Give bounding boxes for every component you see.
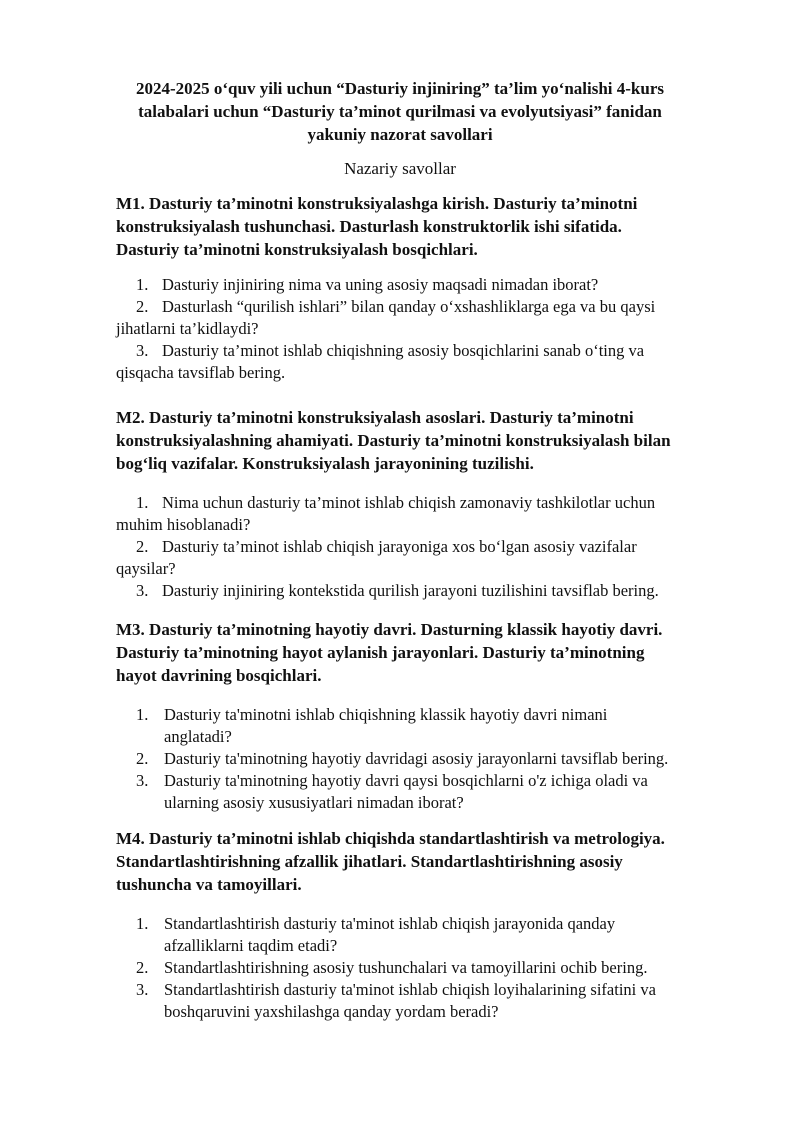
list-item bbox=[116, 274, 736, 296]
section-title-line: Dasturiy ta’minotning hayot aylanish jarayonlari. Dasturiy ta’minotning bbox=[116, 643, 645, 662]
question-text: Standartlashtirish dasturiy ta'minot ishlab chiqish loyihalarining sifatini va bbox=[164, 980, 656, 999]
header-line: 2024-2025 o‘quv yili uchun “Dasturiy injiniring” ta’lim yo‘nalishi 4-kurs bbox=[135, 79, 665, 98]
question-text: qisqacha tavsiflab bering. bbox=[116, 363, 286, 382]
list-item bbox=[116, 957, 736, 979]
question-text: Dasturiy ta’minot ishlab chiqishning asosiy bosqichlarini sanab o‘ting va bbox=[162, 341, 645, 360]
list-item bbox=[116, 492, 736, 536]
question-text: Dasturiy injiniring nima va uning asosiy maqsadi nimadan iborat? bbox=[162, 275, 599, 294]
section-title-line: M3. Dasturiy ta’minotning hayotiy davri. Dasturning klassik hayotiy davri. bbox=[116, 620, 663, 639]
document-subtitle: Nazariy savollar bbox=[344, 159, 456, 178]
header-line: talabalari uchun “Dasturiy ta’minot qurilmasi va evolyutsiyasi” fanidan bbox=[138, 102, 662, 121]
section-title-line: Dasturiy ta’minotni konstruksiyalash bosqichlari. bbox=[116, 240, 478, 259]
list-item bbox=[116, 340, 736, 384]
list-item bbox=[116, 536, 736, 580]
question-text: Dasturiy ta'minotning hayotiy davridagi asosiy jarayonlarni tavsiflab bering. bbox=[164, 749, 669, 768]
document-header bbox=[120, 77, 680, 146]
list-item bbox=[116, 580, 736, 602]
question-text: Standartlashtirish dasturiy ta'minot ishlab chiqish jarayonida qanday bbox=[164, 914, 616, 933]
question-text: Dasturiy injiniring kontekstida qurilish jarayoni tuzilishini tavsiflab bering. bbox=[162, 581, 659, 600]
question-text: afzalliklarni taqdim etadi? bbox=[164, 936, 338, 955]
section-title bbox=[116, 192, 736, 261]
question-list bbox=[116, 704, 736, 814]
question-text: muhim hisoblanadi? bbox=[116, 515, 251, 534]
question-text: Dasturlash “qurilish ishlari” bilan qanday o‘xshashliklarga ega va bu qaysi bbox=[162, 297, 656, 316]
question-number: 2. bbox=[136, 537, 149, 556]
section-m4 bbox=[116, 827, 736, 1023]
list-item bbox=[116, 296, 736, 340]
question-number: 1. bbox=[136, 705, 149, 724]
question-number: 3. bbox=[136, 581, 149, 600]
section-m3 bbox=[116, 618, 736, 814]
section-title bbox=[116, 618, 736, 687]
question-text: Standartlashtirishning asosiy tushunchalari va tamoyillarini ochib bering. bbox=[164, 958, 648, 977]
question-text: ularning asosiy xususiyatlari nimadan iborat? bbox=[164, 793, 464, 812]
header-line: yakuniy nazorat savollari bbox=[307, 125, 493, 144]
list-item bbox=[116, 979, 736, 1023]
section-title bbox=[116, 827, 736, 896]
question-list bbox=[116, 913, 736, 1023]
question-list bbox=[116, 492, 736, 602]
section-title bbox=[116, 406, 736, 475]
question-number: 1. bbox=[136, 493, 149, 512]
section-title-line: M2. Dasturiy ta’minotni konstruksiyalash asoslari. Dasturiy ta’minotni bbox=[116, 408, 634, 427]
section-title-line: konstruksiyalash tushunchasi. Dasturlash konstruktorlik ishi sifatida. bbox=[116, 217, 622, 236]
question-number: 3. bbox=[136, 771, 149, 790]
question-text: Dasturiy ta’minot ishlab chiqish jarayoniga xos bo‘lgan asosiy vazifalar bbox=[162, 537, 637, 556]
section-title-line: Standartlashtirishning afzallik jihatlari. Standartlashtirishning asosiy bbox=[116, 852, 623, 871]
question-number: 1. bbox=[136, 275, 149, 294]
section-m1 bbox=[116, 192, 736, 384]
question-text: qaysilar? bbox=[116, 559, 176, 578]
question-text: anglatadi? bbox=[164, 727, 232, 746]
question-text: Dasturiy ta'minotning hayotiy davri qaysi bosqichlarni o'z ichiga oladi va bbox=[164, 771, 648, 790]
list-item bbox=[116, 770, 736, 814]
question-number: 3. bbox=[136, 341, 149, 360]
question-number: 1. bbox=[136, 914, 149, 933]
list-item bbox=[116, 704, 736, 748]
section-title-line: bog‘liq vazifalar. Konstruksiyalash jarayonining tuzilishi. bbox=[116, 454, 534, 473]
list-item bbox=[116, 748, 736, 770]
question-number: 2. bbox=[136, 749, 149, 768]
question-number: 2. bbox=[136, 958, 149, 977]
question-number: 3. bbox=[136, 980, 149, 999]
question-text: Nima uchun dasturiy ta’minot ishlab chiqish zamonaviy tashkilotlar uchun bbox=[162, 493, 656, 512]
section-title-line: M1. Dasturiy ta’minotni konstruksiyalashga kirish. Dasturiy ta’minotni bbox=[116, 194, 638, 213]
section-title-line: hayot davrining bosqichlari. bbox=[116, 666, 322, 685]
question-text: jihatlarni ta’kidlaydi? bbox=[116, 319, 259, 338]
list-item bbox=[116, 913, 736, 957]
question-number: 2. bbox=[136, 297, 149, 316]
question-list bbox=[116, 274, 736, 384]
section-m2 bbox=[116, 406, 736, 602]
question-text: Dasturiy ta'minotni ishlab chiqishning klassik hayotiy davri nimani bbox=[164, 705, 608, 724]
section-title-line: konstruksiyalashning ahamiyati. Dasturiy ta’minotni konstruksiyalash bilan bbox=[116, 431, 671, 450]
section-title-line: M4. Dasturiy ta’minotni ishlab chiqishda standartlashtirish va metrologiya. bbox=[116, 829, 665, 848]
question-text: boshqaruvini yaxshilashga qanday yordam beradi? bbox=[164, 1002, 499, 1021]
section-title-line: tushuncha va tamoyillari. bbox=[116, 875, 302, 894]
